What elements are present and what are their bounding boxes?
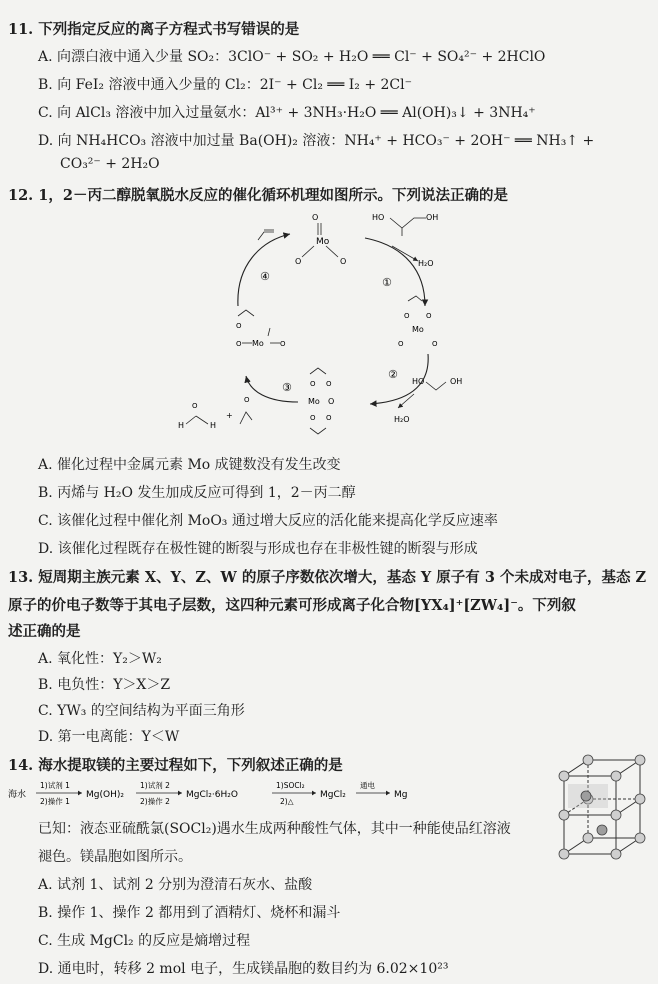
step-2-label: ②	[388, 368, 398, 381]
flow-socl2: 1)SOCl₂	[276, 781, 305, 790]
svg-text:+: +	[226, 411, 233, 420]
step-3-label: ③	[282, 381, 292, 394]
question-11-option-d-line1: D. 向 NH₄HCO₃ 溶液中加过量 Ba(OH)₂ 溶液：NH₄⁺ + HCO₃⁻ + 2OH⁻ ══ NH₃↑ +	[38, 133, 595, 149]
flow-operation-2: 2)操作 2	[140, 797, 170, 806]
moo3-structure	[295, 213, 346, 266]
o-label-i2d: O	[310, 414, 316, 422]
question-11-option-c: C. 向 AlCl₃ 溶液中加入过量氨水：Al³⁺ + 3NH₃·H₂O ══ Al(OH)₃↓ + 3NH₄⁺	[38, 105, 536, 121]
h-label-1: H	[178, 421, 185, 430]
catalytic-cycle-diagram	[150, 206, 470, 446]
question-11-option-d-line2: CO₃²⁻ + 2H₂O	[60, 156, 160, 172]
question-12-option-d: D. 该催化过程既存在极性键的断裂与形成也存在非极性键的断裂与形成	[38, 541, 478, 557]
h-label-2: H	[210, 421, 217, 430]
question-13-stem-line2: 原子的价电子数等于其电子层数，这四种元素可形成离子化合物[YX₄]⁺[ZW₄]⁻。下列叙	[8, 597, 576, 614]
question-11-option-a: A. 向漂白液中通入少量 SO₂：3ClO⁻ + SO₂ + H₂O ══ Cl⁻ + SO₄²⁻ + 2HClO	[38, 49, 546, 65]
o-label-left: O	[295, 257, 302, 266]
mo-label-i1: Mo	[412, 325, 424, 334]
o-label-i1a: O	[404, 312, 410, 320]
o-label-i1d: O	[432, 340, 438, 348]
magnesium-extraction-flow	[6, 776, 426, 812]
mo-label-i3: Mo	[252, 339, 264, 348]
question-12-option-a: A. 催化过程中金属元素 Mo 成键数没有发生改变	[38, 457, 341, 473]
o-label-i3a: O	[236, 322, 242, 330]
step-1-label: ①	[382, 276, 392, 289]
question-14-option-d: D. 通电时，转移 2 mol 电子，生成镁晶胞的数目约为 6.02×10²³	[38, 961, 449, 977]
question-14-option-b: B. 操作 1、操作 2 都用到了酒精灯、烧杯和漏斗	[38, 905, 341, 921]
question-11-option-b: B. 向 FeI₂ 溶液中通入少量的 Cl₂：2I⁻ + Cl₂ ══ I₂ + 2Cl⁻	[38, 77, 412, 93]
flow-electrolysis: 通电	[360, 781, 375, 790]
o-label-i2c: O	[328, 397, 335, 406]
question-13-stem-line3: 述正确的是	[8, 623, 81, 640]
question-12-option-b: B. 丙烯与 H₂O 发生加成反应可得到 1，2－丙二醇	[38, 485, 356, 501]
flow-heat: 2)△	[280, 797, 294, 806]
intermediate-3	[236, 310, 286, 348]
propanediol-top	[372, 213, 438, 236]
question-13-option-c: C. YW₃ 的空间结构为平面三角形	[38, 703, 245, 719]
o-label-i2e: O	[326, 414, 332, 422]
propene-product	[258, 230, 274, 240]
flow-mgoh2: Mg(OH)₂	[86, 790, 124, 800]
flow-reagent-2: 1)试剂 2	[140, 781, 170, 790]
flow-mgcl2-hydrate: MgCl₂·6H₂O	[186, 790, 238, 800]
question-14-option-a: A. 试剂 1、试剂 2 分别为澄清石灰水、盐酸	[38, 877, 313, 893]
question-14-info-line1: 已知：液态亚硫酰氯(SOCl₂)遇水生成两种酸性气体，其中一种能使品红溶液	[38, 821, 511, 837]
propanediol-bottom	[412, 377, 462, 390]
o-label-top: O	[312, 213, 319, 222]
question-14-info-line2: 褪色。镁晶胞如图所示。	[38, 849, 192, 865]
o-label-p1: O	[192, 402, 198, 410]
question-13-option-d: D. 第一电离能：Y＜W	[38, 729, 180, 745]
question-14-option-c: C. 生成 MgCl₂ 的反应是熵增过程	[38, 933, 251, 949]
h2o-label-2: H₂O	[394, 415, 410, 424]
flow-mgcl2: MgCl₂	[320, 790, 346, 800]
flow-mg: Mg	[394, 790, 408, 800]
o-label-i3c: O	[280, 340, 286, 348]
o-label-i1c: O	[398, 340, 404, 348]
flow-reagent-1: 1)试剂 1	[40, 781, 70, 790]
o-label-i1b: O	[426, 312, 432, 320]
question-13-option-b: B. 电负性：Y＞X＞Z	[38, 677, 171, 693]
question-13-option-a: A. 氧化性：Y₂＞W₂	[38, 651, 162, 667]
o-label-i2b: O	[326, 380, 332, 388]
ho-label-2: HO	[412, 377, 425, 386]
intermediate-2	[308, 368, 334, 434]
o-label-i2a: O	[310, 380, 316, 388]
question-12-option-c: C. 该催化过程中催化剂 MoO₃ 通过增大反应的活化能来提高化学反应速率	[38, 513, 498, 529]
flow-seawater: 海水	[8, 790, 27, 800]
magnesium-unit-cell-diagram	[556, 748, 652, 866]
ho-label-1: HO	[372, 213, 385, 222]
question-12-stem: 12. 1，2－丙二醇脱氧脱水反应的催化循环机理如图所示。下列说法正确的是	[8, 187, 508, 204]
oh-label-2: OH	[450, 377, 463, 386]
mo-label-top: Mo	[316, 237, 330, 247]
question-13-stem-line1: 13. 短周期主族元素 X、Y、Z、W 的原子序数依次增大，基态 Y 原子有 3 个未成对电子，基态 Z	[8, 569, 647, 586]
o-label-p2: O	[244, 396, 250, 404]
intermediate-1	[398, 296, 438, 348]
mo-label-i2: Mo	[308, 397, 320, 406]
question-11-stem: 11. 下列指定反应的离子方程式书写错误的是	[8, 21, 300, 38]
formaldehyde-products	[178, 396, 252, 430]
oh-label-1: OH	[426, 213, 439, 222]
o-label-right: O	[340, 257, 347, 266]
step-4-label: ④	[260, 270, 270, 283]
flow-operation-1: 2)操作 1	[40, 797, 70, 806]
h2o-label-1: H₂O	[418, 259, 434, 268]
o-label-i3b: O	[236, 340, 242, 348]
question-14-stem: 14. 海水提取镁的主要过程如下，下列叙述正确的是	[8, 757, 343, 774]
